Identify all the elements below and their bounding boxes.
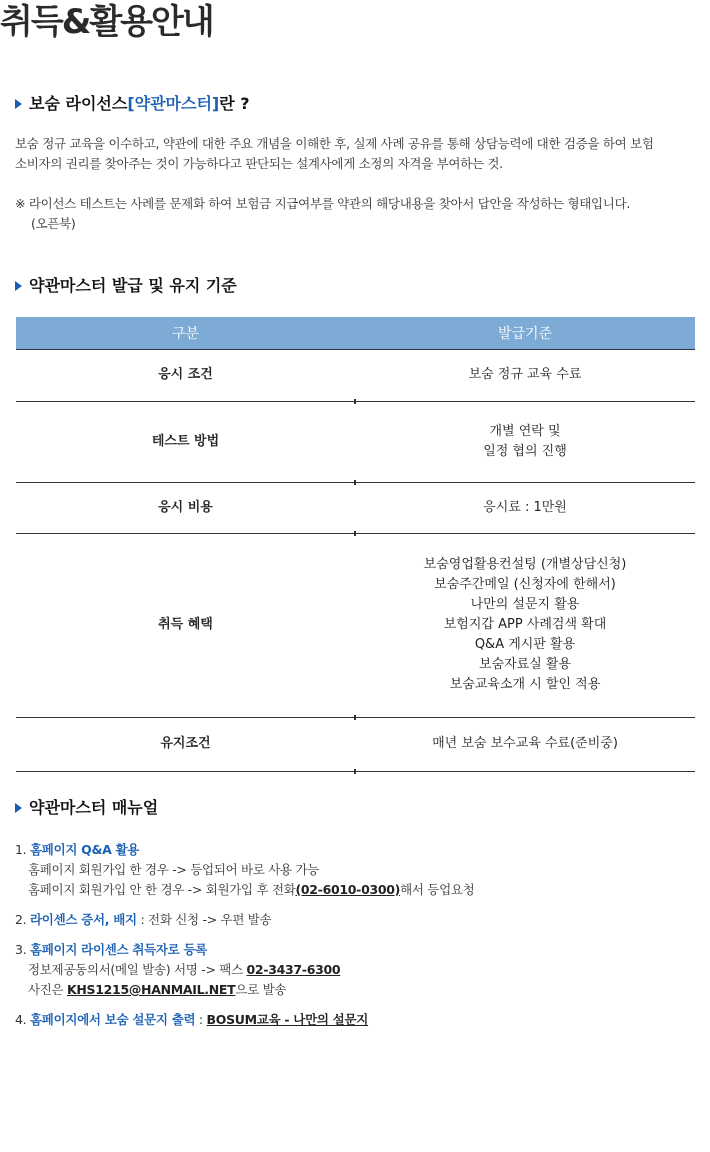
triangle-bullet-icon — [15, 99, 22, 109]
row-label: 응시 조건 — [16, 349, 355, 401]
manual-item-label: 홈페이지에서 보숨 설문지 출력 — [30, 1012, 196, 1027]
license-name-accent: [약관마스터] — [127, 94, 220, 113]
table-row — [16, 401, 695, 482]
manual-list — [15, 840, 474, 1040]
license-test-note: ※ 라이선스 테스트는 사례를 문제화 하여 보험금 지급여부를 약관의 해당내용을 찾아서 답안을 작성하는 형태입니다. (오픈북) — [15, 196, 631, 231]
phone-link[interactable]: (02-6010-0300) — [295, 882, 401, 897]
row-value: 개별 연락 및 일정 협의 진행 — [355, 401, 695, 482]
survey-link[interactable]: BOSUM교육 - 나만의 설문지 — [206, 1012, 369, 1027]
row-label: 응시 비용 — [16, 482, 355, 533]
row-value: 매년 보숨 보수교육 수료(준비중) — [355, 717, 695, 771]
row-value: 보숨 정규 교육 수료 — [355, 349, 695, 401]
license-description: 보숨 정규 교육을 이수하고, 약관에 대한 주요 개념을 이해한 후, 실제 사례 공유를 통해 상담능력에 대한 검증을 하여 보험 소비자의 권리를 찾아주는 것이 가능하다고 판단되는 설계사에게 소정의 자격을 부여하는 것. — [15, 136, 654, 171]
table-row — [16, 482, 695, 533]
email-link[interactable]: KHS1215@HANMAIL.NET — [67, 982, 236, 997]
row-label: 취득 혜택 — [16, 533, 355, 717]
table-row — [16, 533, 695, 717]
table-row — [16, 349, 695, 401]
table-header-category: 구분 — [16, 317, 355, 349]
fax-link[interactable]: 02-3437-6300 — [246, 962, 341, 977]
table-row — [16, 717, 695, 771]
table-header-criteria: 발급기준 — [355, 317, 695, 349]
row-label: 테스트 방법 — [16, 401, 355, 482]
manual-item-label: 홈페이지 Q&A 활용 — [30, 842, 140, 857]
section-heading-manual: 약관마스터 매뉴얼 — [15, 798, 158, 818]
row-value: 응시료 : 1만원 — [355, 482, 695, 533]
row-label: 유지조건 — [16, 717, 355, 771]
section-heading-criteria: 약관마스터 발급 및 유지 기준 — [15, 276, 237, 296]
manual-item-label: 홈페이지 라이센스 취득자로 등록 — [30, 942, 208, 957]
page-title: 취득&활용안내 — [0, 2, 213, 42]
triangle-bullet-icon — [15, 803, 22, 813]
list-item: 3. 홈페이지 라이센스 취득자로 등록 정보제공동의서(메일 발송) 서명 -> 팩스 02-3437-6300 사진은 KHS1215@HANMAIL.NET으로 발송 — [15, 942, 341, 997]
triangle-bullet-icon — [15, 281, 22, 291]
list-item: 2. 라이센스 증서, 배지 : 전화 신청 -> 우편 발송 — [15, 912, 272, 927]
section-heading-license: 보숨 라이선스 [약관마스터] 란 ? — [15, 94, 250, 114]
manual-item-label: 라이센스 증서, 배지 — [30, 912, 137, 927]
row-value-benefits: 보숨영업활용컨설팅 (개별상담신청) 보숨주간메일 (신청자에 한해서) 나만의 설문지 활용 보험지갑 APP 사례검색 확대 Q&A 게시판 활용 보숨자료실 활용 보숨교육소개 시 할인 적용 — [355, 533, 695, 717]
list-item: 1. 홈페이지 Q&A 활용 홈페이지 회원가입 한 경우 -> 등업되어 바로 사용 가능 홈페이지 회원가입 안 한 경우 -> 회원가입 후 전화(02-6010-0300)해서 등업요청 — [15, 842, 475, 897]
criteria-table — [16, 317, 695, 772]
list-item: 4. 홈페이지에서 보숨 설문지 출력 : BOSUM교육 - 나만의 설문지 — [15, 1012, 369, 1027]
